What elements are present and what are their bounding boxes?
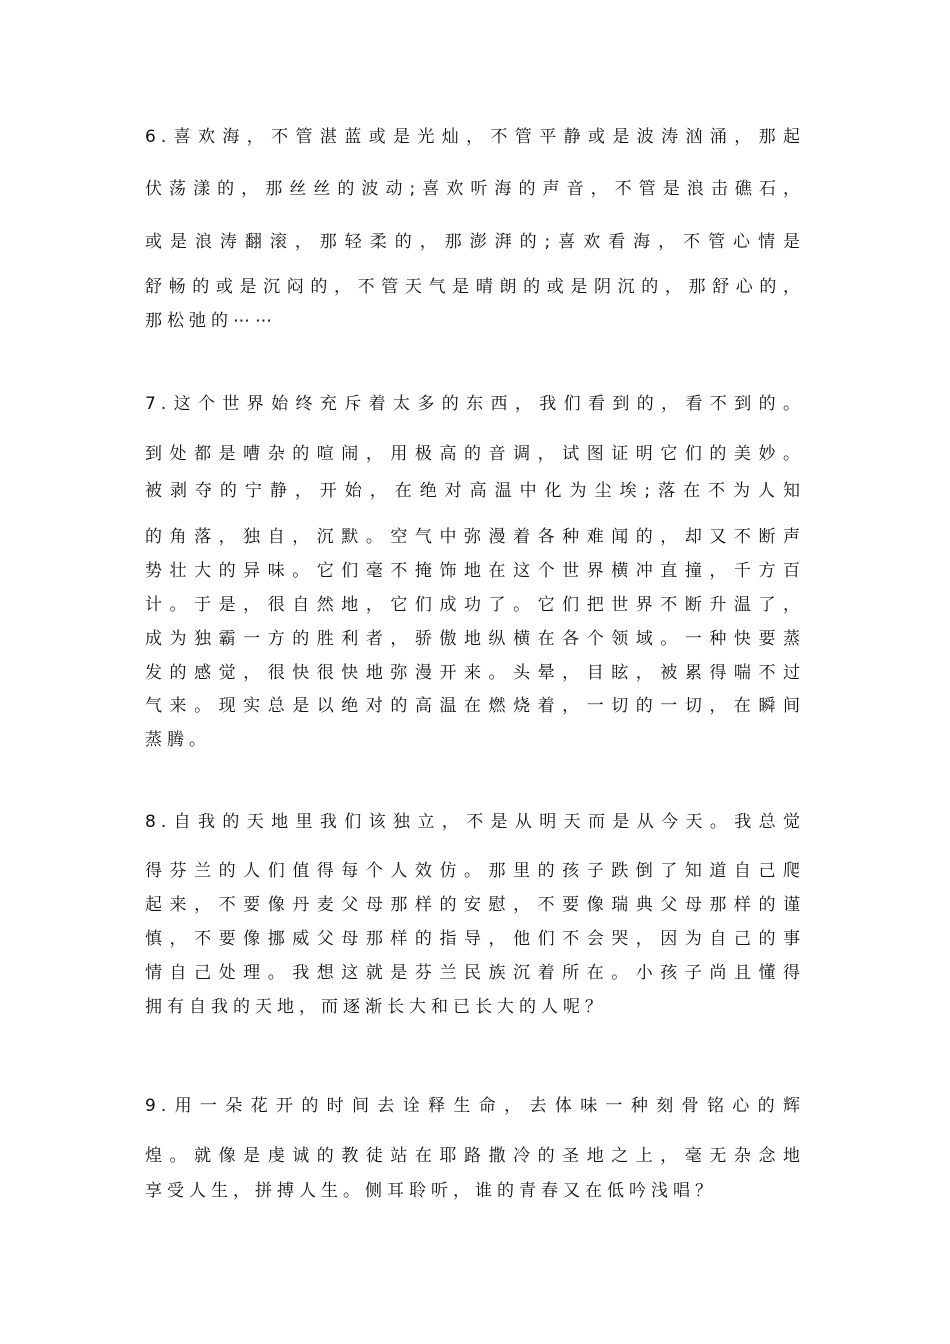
text-line: 势壮大的异味。它们毫不掩饰地在这个世界横冲直撞，千方百 [145,561,805,581]
text-line: 煌。就像是虔诚的教徒站在耶路撒冷的圣地之上，毫无杂念地 [145,1146,805,1166]
text-line: 气来。现实总是以绝对的高温在燃烧着，一切的一切，在瞬间 [145,696,805,716]
text-line: 到处都是嘈杂的喧闹，用极高的音调，试图证明它们的美妙。 [145,444,805,464]
text-line: 7.这个世界始终充斥着太多的东西，我们看到的，看不到的。 [145,394,805,414]
text-line: 慎，不要像挪威父母那样的指导，他们不会哭，因为自己的事 [145,929,805,949]
text-line: 9.用一朵花开的时间去诠释生命，去体味一种刻骨铭心的辉 [145,1096,805,1116]
text-line: 6.喜欢海，不管湛蓝或是光灿，不管平静或是波涛汹涌，那起 [145,127,805,147]
text-line: 舒畅的或是沉闷的，不管天气是晴朗的或是阴沉的，那舒心的， [145,277,805,297]
text-line: 8.自我的天地里我们该独立，不是从明天而是从今天。我总觉 [145,812,805,832]
text-line: 被剥夺的宁静，开始，在绝对高温中化为尘埃;落在不为人知 [145,481,805,501]
text-line: 享受人生，拼搏人生。侧耳聆听，谁的青春又在低吟浅唱？ [145,1181,717,1201]
text-line: 蒸腾。 [145,730,211,750]
text-line: 拥有自我的天地，而逐渐长大和已长大的人呢？ [145,997,607,1017]
text-line: 情自己处理。我想这就是芬兰民族沉着所在。小孩子尚且懂得 [145,963,805,983]
text-line: 伏荡漾的，那丝丝的波动;喜欢听海的声音，不管是浪击礁石， [145,179,805,199]
text-line: 计。于是，很自然地，它们成功了。它们把世界不断升温了， [145,595,805,615]
text-line: 那松弛的⋯⋯ [145,311,277,331]
text-line: 成为独霸一方的胜利者，骄傲地纵横在各个领域。一种快要蒸 [145,629,805,649]
text-line: 发的感觉，很快很快地弥漫开来。头晕，目眩，被累得喘不过 [145,663,805,683]
text-line: 的角落，独自，沉默。空气中弥漫着各种难闻的，却又不断声 [145,527,805,547]
text-line: 或是浪涛翻滚，那轻柔的，那澎湃的;喜欢看海，不管心情是 [145,232,805,252]
text-line: 起来，不要像丹麦父母那样的安慰，不要像瑞典父母那样的谨 [145,895,805,915]
text-line: 得芬兰的人们值得每个人效仿。那里的孩子跌倒了知道自己爬 [145,861,805,881]
